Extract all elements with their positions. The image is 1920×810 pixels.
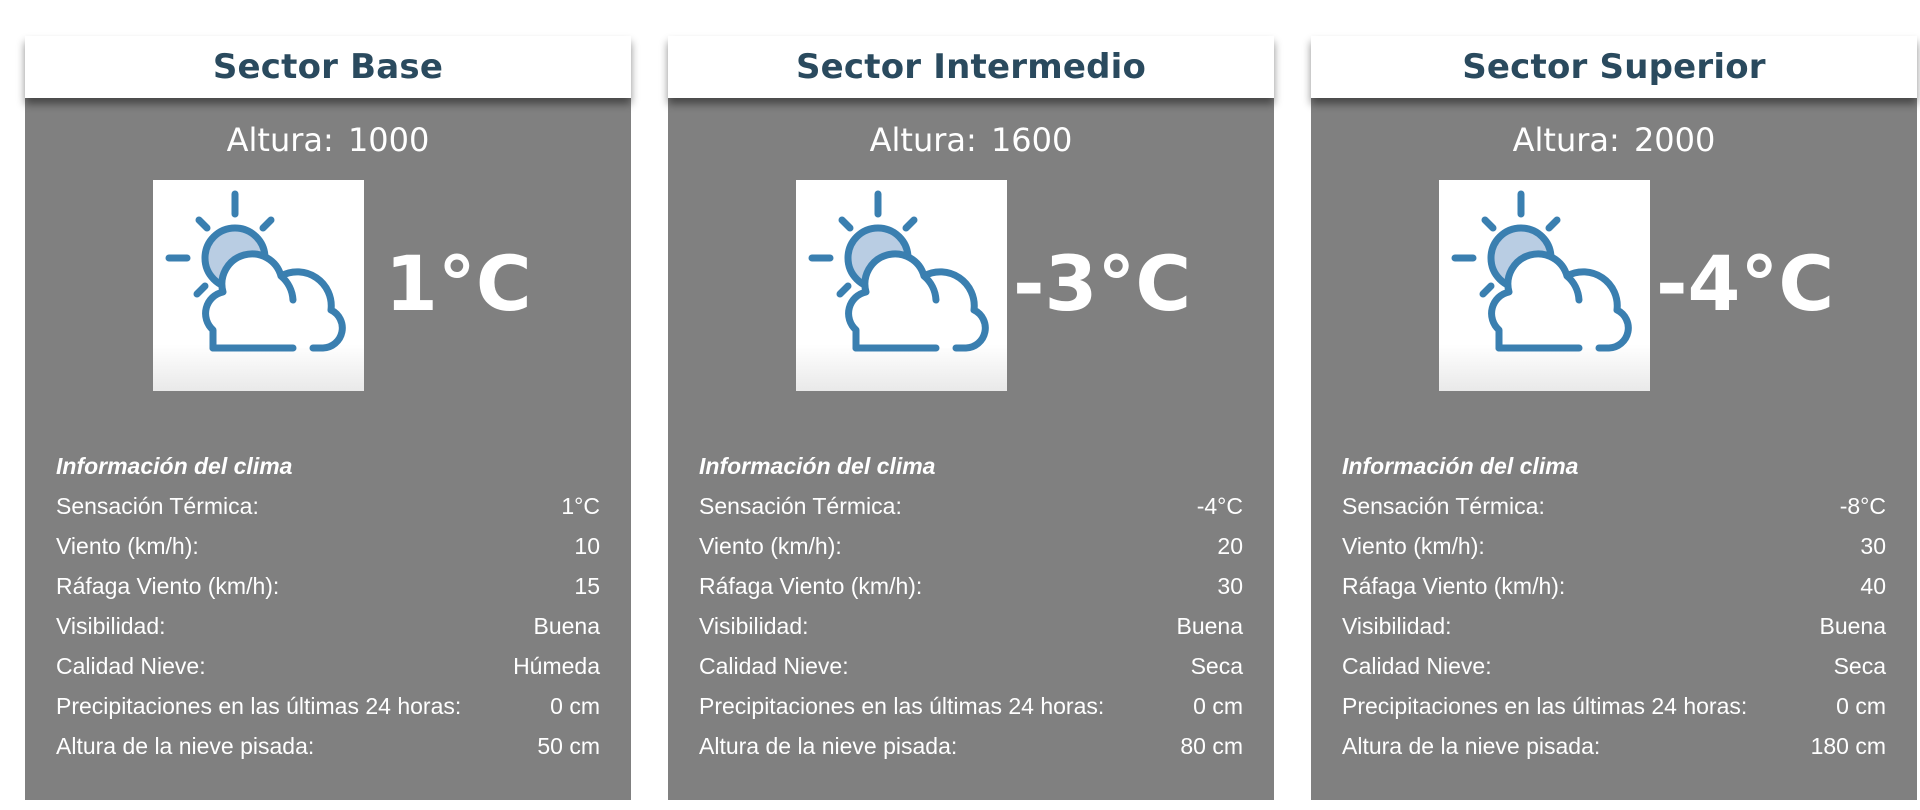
info-row-calidad-nieve xyxy=(56,646,600,686)
info-value: -8°C xyxy=(1839,493,1886,519)
climate-info-title: Información del clima xyxy=(699,453,936,479)
info-row-nieve-pisada xyxy=(699,726,1243,766)
info-value: 10 xyxy=(574,533,600,559)
info-label: Viento (km/h): xyxy=(1342,533,1485,559)
info-value: 30 xyxy=(1217,573,1243,599)
info-row-sensacion xyxy=(56,486,600,526)
info-label: Ráfaga Viento (km/h): xyxy=(56,573,280,599)
info-label: Calidad Nieve: xyxy=(699,653,849,679)
info-row-visibilidad xyxy=(56,606,600,646)
info-label: Visibilidad: xyxy=(699,613,809,639)
sector-title: Sector Intermedio xyxy=(795,47,1147,87)
info-value: -4°C xyxy=(1196,493,1243,519)
climate-info-title: Información del clima xyxy=(1342,453,1579,479)
altura-label: Altura: xyxy=(1512,121,1620,159)
altura-value: 1600 xyxy=(990,121,1073,159)
info-row-visibilidad xyxy=(1342,606,1886,646)
info-row-viento xyxy=(56,526,600,566)
info-row-viento xyxy=(699,526,1243,566)
altura-line xyxy=(25,120,631,160)
info-label: Ráfaga Viento (km/h): xyxy=(1342,573,1566,599)
info-label: Viento (km/h): xyxy=(699,533,842,559)
info-value: Seca xyxy=(1190,653,1243,679)
info-label: Sensación Térmica: xyxy=(1342,493,1545,519)
temperature: -4°C xyxy=(1656,239,1835,328)
climate-info xyxy=(1342,446,1886,766)
temperature: -3°C xyxy=(1013,239,1192,328)
sector-title: Sector Base xyxy=(212,47,444,87)
altura-value: 1000 xyxy=(347,121,430,159)
info-value: 40 xyxy=(1860,573,1886,599)
info-label: Visibilidad: xyxy=(56,613,166,639)
info-row-precipitaciones xyxy=(56,686,600,726)
info-value: Buena xyxy=(533,613,600,639)
info-label: Calidad Nieve: xyxy=(1342,653,1492,679)
info-value: Húmeda xyxy=(513,653,600,679)
sector-header xyxy=(25,36,631,98)
climate-info xyxy=(699,446,1243,766)
partly-cloudy-icon xyxy=(1439,180,1650,391)
info-row-calidad-nieve xyxy=(1342,646,1886,686)
info-value: 0 cm xyxy=(1836,693,1886,719)
altura-label: Altura: xyxy=(226,121,334,159)
partly-cloudy-icon xyxy=(796,180,1007,391)
info-row-rafaga xyxy=(1342,566,1886,606)
altura-line xyxy=(1311,120,1917,160)
info-value: 50 cm xyxy=(537,733,600,759)
climate-info-title: Información del clima xyxy=(56,453,293,479)
sector-card-superior xyxy=(1311,36,1917,800)
info-label: Sensación Térmica: xyxy=(56,493,259,519)
info-row-rafaga xyxy=(56,566,600,606)
climate-info xyxy=(56,446,600,766)
info-label: Visibilidad: xyxy=(1342,613,1452,639)
info-value: Buena xyxy=(1176,613,1243,639)
info-label: Precipitaciones en las últimas 24 horas: xyxy=(1342,693,1748,719)
info-value: 15 xyxy=(574,573,600,599)
info-row-viento xyxy=(1342,526,1886,566)
info-row-visibilidad xyxy=(699,606,1243,646)
sector-card-base xyxy=(25,36,631,800)
weather-summary xyxy=(668,180,1274,392)
info-label: Viento (km/h): xyxy=(56,533,199,559)
info-value: 80 cm xyxy=(1180,733,1243,759)
info-value: 180 cm xyxy=(1810,733,1886,759)
info-row-precipitaciones xyxy=(1342,686,1886,726)
info-row-sensacion xyxy=(1342,486,1886,526)
info-label: Calidad Nieve: xyxy=(56,653,206,679)
weather-summary xyxy=(25,180,631,392)
info-label: Precipitaciones en las últimas 24 horas: xyxy=(699,693,1105,719)
info-label: Altura de la nieve pisada: xyxy=(699,733,958,759)
info-row-sensacion xyxy=(699,486,1243,526)
info-value: 1°C xyxy=(561,493,600,519)
info-row-nieve-pisada xyxy=(56,726,600,766)
info-value: 30 xyxy=(1860,533,1886,559)
info-value: Seca xyxy=(1833,653,1886,679)
info-row-rafaga xyxy=(699,566,1243,606)
info-row-calidad-nieve xyxy=(699,646,1243,686)
info-row-precipitaciones xyxy=(699,686,1243,726)
weather-summary xyxy=(1311,180,1917,392)
info-label: Altura de la nieve pisada: xyxy=(56,733,315,759)
info-label: Altura de la nieve pisada: xyxy=(1342,733,1601,759)
temperature: 1°C xyxy=(385,239,532,328)
sector-title: Sector Superior xyxy=(1462,47,1766,87)
altura-line xyxy=(668,120,1274,160)
info-row-nieve-pisada xyxy=(1342,726,1886,766)
info-value: Buena xyxy=(1819,613,1886,639)
info-label: Precipitaciones en las últimas 24 horas: xyxy=(56,693,462,719)
partly-cloudy-icon xyxy=(153,180,364,391)
sector-header xyxy=(668,36,1274,98)
altura-label: Altura: xyxy=(869,121,977,159)
info-value: 20 xyxy=(1217,533,1243,559)
info-value: 0 cm xyxy=(550,693,600,719)
info-label: Sensación Térmica: xyxy=(699,493,902,519)
altura-value: 2000 xyxy=(1633,121,1716,159)
info-label: Ráfaga Viento (km/h): xyxy=(699,573,923,599)
sector-card-intermedio xyxy=(668,36,1274,800)
sector-header xyxy=(1311,36,1917,98)
info-value: 0 cm xyxy=(1193,693,1243,719)
